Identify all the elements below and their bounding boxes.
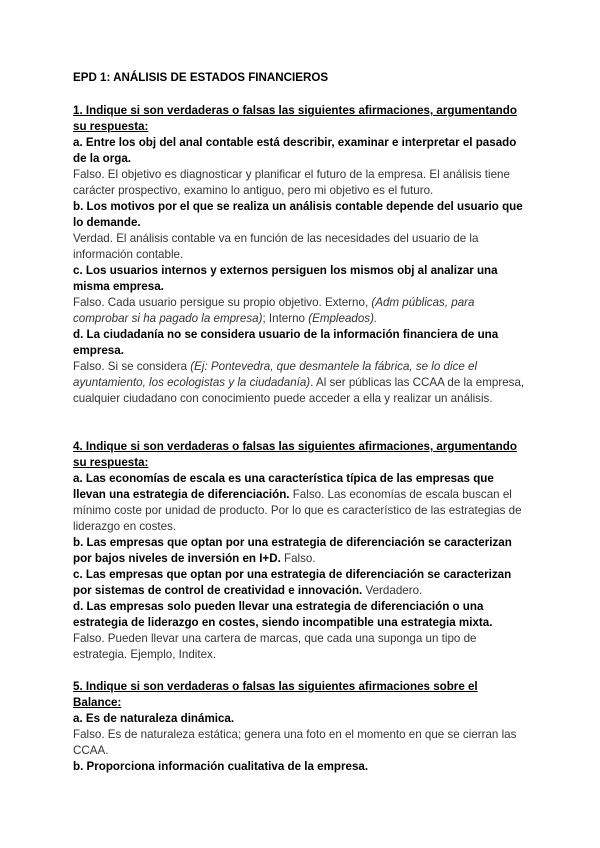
answer-1b: Verdad. El análisis contable va en función de las necesidades del usuario de la información contable. xyxy=(73,232,479,261)
item-4b xyxy=(73,535,528,567)
question-4b: b. Las empresas que optan por una estrategia de diferenciación se caracterizan por bajos niveles de inversión en I+D. xyxy=(73,536,512,565)
answer-1c xyxy=(73,295,528,327)
question-4c: c. Las empresas que optan por una estrategia de diferenciación se caracterizan por sistemas de control de creatividad e innovación. xyxy=(73,568,512,597)
question-4a: a. Las economías de escala es una característica típica de las empresas que llevan una estrategia de diferenciación. xyxy=(73,472,494,501)
item-4c xyxy=(73,567,528,599)
section-1-heading: 1. Indique si son verdaderas o falsas las siguientes afirmaciones, argumentando su respuesta: xyxy=(73,104,517,133)
section-4 xyxy=(73,439,528,663)
answer-1d-example: (Ej: Pontevedra, que desmantele la fábrica, se lo dice el ayuntamiento, los ecologistas y la ciudadanía) xyxy=(73,360,478,389)
answer-1c-internal-example: (Empleados). xyxy=(308,312,378,325)
answer-4d: Falso. Pueden llevar una cartera de marcas, que cada una suponga un tipo de estrategia. Ejemplo, Inditex. xyxy=(73,632,477,661)
answer-1c-external-example: (Adm públicas, para comprobar si ha pagado la empresa) xyxy=(73,296,475,325)
section-4-heading: 4. Indique si son verdaderas o falsas las siguientes afirmaciones, argumentando su respuesta: xyxy=(73,440,517,469)
answer-5a: Falso. Es de naturaleza estática; genera una foto en el momento en que se cierran las CCAA. xyxy=(73,728,517,757)
answer-4c: Verdadero. xyxy=(362,584,423,597)
question-1b: b. Los motivos por el que se realiza un análisis contable depende del usuario que lo demande. xyxy=(73,200,523,229)
question-1c: c. Los usuarios internos y externos persiguen los mismos obj al analizar una misma empresa. xyxy=(73,264,498,293)
answer-1d-text: Falso. Si se considera xyxy=(73,360,191,373)
answer-1c-internal-label: ; Interno xyxy=(262,312,309,325)
answer-1d xyxy=(73,359,528,407)
answer-1c-text: Falso. Cada usuario persigue su propio objetivo. Externo, xyxy=(73,296,372,309)
answer-4b: Falso. xyxy=(280,552,316,565)
question-5b: b. Proporciona información cualitativa de la empresa. xyxy=(73,760,369,773)
section-5 xyxy=(73,679,528,775)
answer-4a: Falso. Las economías de escala buscan el mínimo coste por unidad de producto. Por lo que es característico de las estrategias de liderazgo en costes. xyxy=(73,488,522,533)
document-title: EPD 1: ANÁLISIS DE ESTADOS FINANCIEROS xyxy=(73,71,329,84)
answer-1d-rest: . Al ser públicas las CCAA de la empresa, cualquier ciudadano con conocimiento puede acceder a ella y realizar un análisis. xyxy=(73,376,525,405)
question-5a: a. Es de naturaleza dinámica. xyxy=(73,712,235,725)
question-4d: d. Las empresas solo pueden llevar una estrategia de diferenciación o una estrategia de liderazgo en costes, siendo incompatible una estrategia mixta. xyxy=(73,600,493,629)
question-1d: d. La ciudadanía no se considera usuario de la información financiera de una empresa. xyxy=(73,328,499,357)
item-4a xyxy=(73,471,528,535)
section-5-heading: 5. Indique si son verdaderas o falsas las siguientes afirmaciones sobre el Balance: xyxy=(73,680,478,709)
question-1a: a. Entre los obj del anal contable está describir, examinar e interpretar el pasado de la orga. xyxy=(73,136,517,165)
section-1 xyxy=(73,103,528,407)
answer-1a: Falso. El objetivo es diagnosticar y planificar el futuro de la empresa. El análisis tiene carácter prospectivo, examino lo antiguo, pero mi objetivo es el futuro. xyxy=(73,168,510,197)
